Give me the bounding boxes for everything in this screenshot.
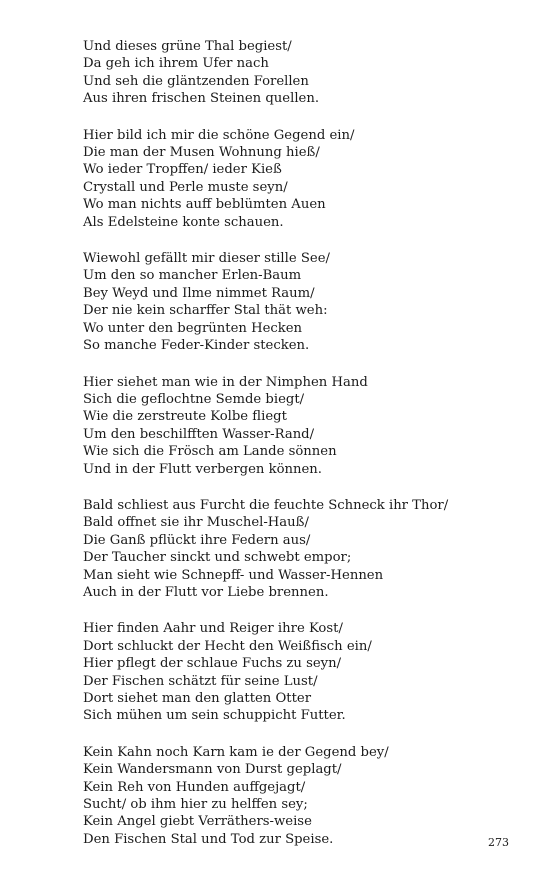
verse-line: Wie die zerstreute Kolbe fliegt xyxy=(83,409,287,425)
verse-line: Hier finden Aahr und Reiger ihre Kost/ xyxy=(83,621,343,637)
verse-line: Dort schluckt der Hecht den Weißfisch ein/ xyxy=(83,638,372,654)
verse-line: Und seh die gläntzenden Forellen xyxy=(83,73,309,89)
verse-line: Der Fischen schätzt für seine Lust/ xyxy=(83,673,318,689)
verse-line: Sich die geflochtne Semde biegt/ xyxy=(83,391,305,407)
stanza-6 xyxy=(83,620,523,724)
verse-line: Hier siehet man wie in der Nimphen Hand xyxy=(83,374,368,390)
verse-line: Kein Kahn noch Karn kam ie der Gegend bey/ xyxy=(83,744,389,760)
stanza-4 xyxy=(83,374,523,478)
verse-line: Bald schliest aus Furcht die feuchte Schneck ihr Thor/ xyxy=(83,497,449,513)
verse-line: Kein Reh von Hunden auffgejagt/ xyxy=(83,779,306,795)
verse-line: Sich mühen um sein schuppicht Futter. xyxy=(83,708,346,724)
verse-line: Der Taucher sinckt und schwebt empor; xyxy=(83,550,352,566)
verse-line: Aus ihren frischen Steinen quellen. xyxy=(83,91,320,107)
verse-line: Kein Angel giebt Verräthers-weise xyxy=(83,814,312,830)
verse-line: Auch in der Flutt vor Liebe brennen. xyxy=(83,584,329,600)
verse-line: Die Ganß pflückt ihre Federn aus/ xyxy=(83,532,311,548)
verse-line: Um den beschilfften Wasser-Rand/ xyxy=(83,426,315,442)
verse-line: Kein Wandersmann von Durst geplagt/ xyxy=(83,762,342,778)
verse-line: Wie sich die Frösch am Lande sönnen xyxy=(83,444,337,460)
stanza-2 xyxy=(83,127,523,231)
verse-line: Wo ieder Tropffen/ ieder Kieß xyxy=(83,162,282,178)
stanza-7 xyxy=(83,744,523,848)
verse-line: Crystall und Perle muste seyn/ xyxy=(83,179,288,195)
verse-line: Und dieses grüne Thal begiest/ xyxy=(83,39,292,54)
stanza-3 xyxy=(83,250,523,354)
verse-line: Wo man nichts auff beblümten Auen xyxy=(83,197,326,213)
stanza-1 xyxy=(83,38,523,108)
verse-line: Da geh ich ihrem Ufer nach xyxy=(83,56,269,72)
poem-body xyxy=(83,38,523,867)
page-number: 273 xyxy=(488,836,509,849)
verse-line: Um den so mancher Erlen-Baum xyxy=(83,268,302,284)
verse-line: Den Fischen Stal und Tod zur Speise. xyxy=(83,831,334,847)
verse-line: Hier pflegt der schlaue Fuchs zu seyn/ xyxy=(83,656,342,672)
verse-line: Wiewohl gefällt mir dieser stille See/ xyxy=(83,251,330,267)
stanza-5 xyxy=(83,497,523,601)
verse-line: Bey Weyd und Ilme nimmet Raum/ xyxy=(83,285,315,301)
verse-line: Sucht/ ob ihm hier zu helffen sey; xyxy=(83,797,308,813)
verse-line: Man sieht wie Schnepff- und Wasser-Hennen xyxy=(83,567,384,583)
verse-line: Als Edelsteine konte schauen. xyxy=(83,214,284,230)
verse-line: Der nie kein scharffer Stal thät weh: xyxy=(83,303,328,319)
verse-line: Die man der Musen Wohnung hieß/ xyxy=(83,145,320,161)
verse-line: Und in der Flutt verbergen können. xyxy=(83,461,322,477)
verse-line: So manche Feder-Kinder stecken. xyxy=(83,338,310,354)
verse-line: Wo unter den begrünten Hecken xyxy=(83,320,303,336)
verse-line: Dort siehet man den glatten Otter xyxy=(83,691,311,706)
verse-line: Bald offnet sie ihr Muschel-Hauß/ xyxy=(83,515,309,531)
verse-line: Hier bild ich mir die schöne Gegend ein/ xyxy=(83,127,355,143)
